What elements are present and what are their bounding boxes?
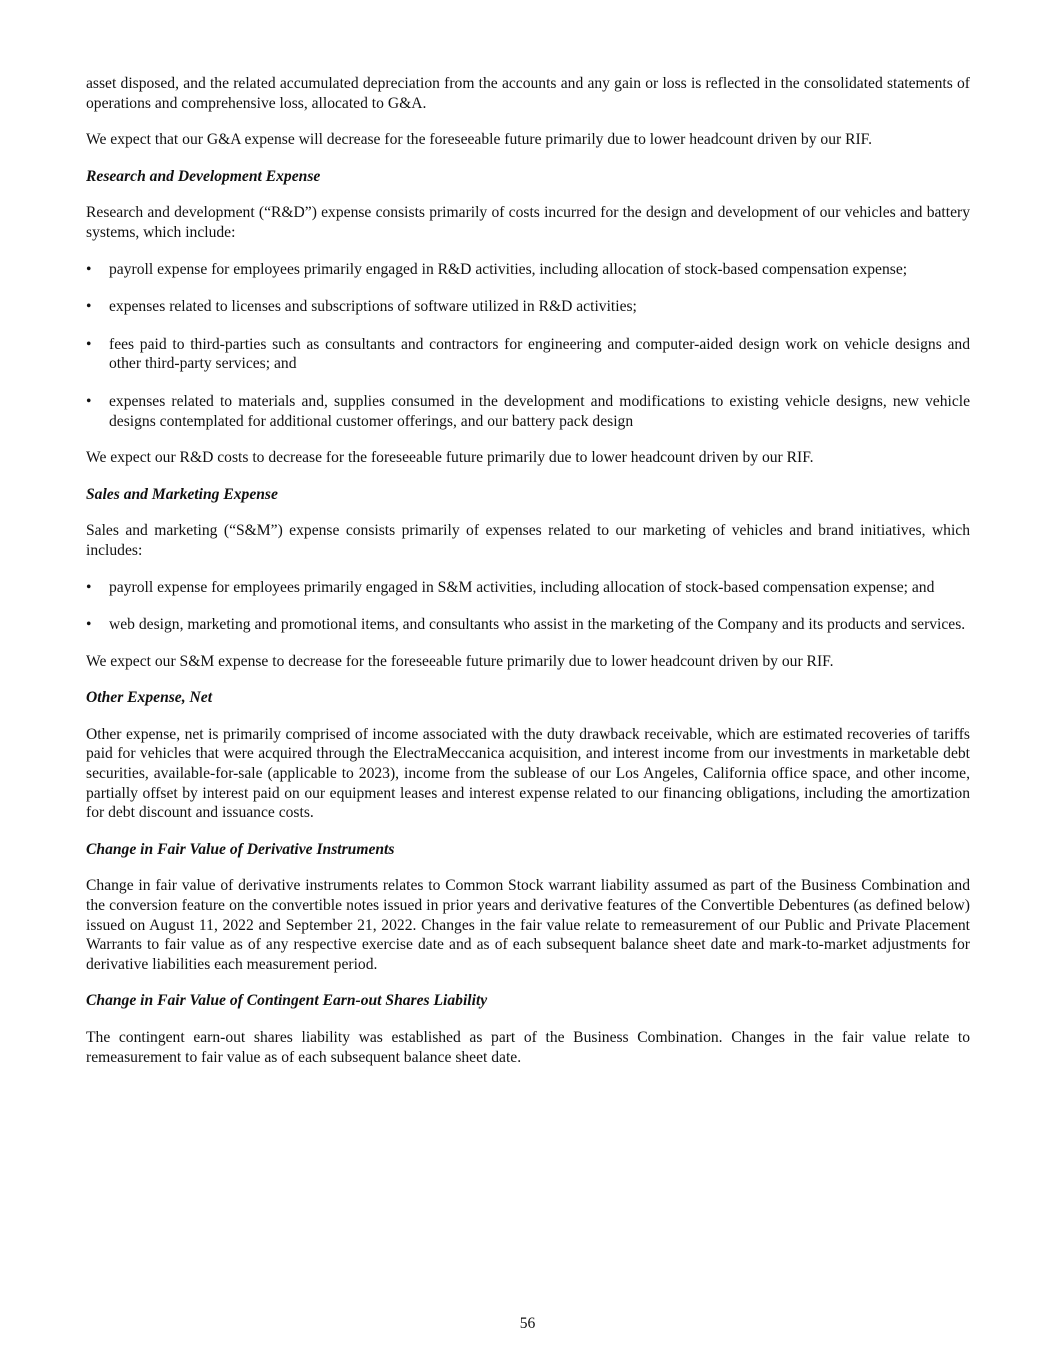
paragraph-derivative-instruments: Change in fair value of derivative instruments relates to Common Stock warrant liability assumed as part of the Business Combination and the conversion feature on the convertible notes issued in prior years and derivative features of the Convertible Debentures (as defined below) issued on August 11, 2022 and September 21, 2022. Changes in the fair value relate to remeasurement of our Public and Private Placement Warrants to fair value as of any respective exercise date and as of each subsequent balance sheet date and mark-to-market adjustments for derivative liabilities each measurement period. xyxy=(86,877,970,973)
bullet-icon: • xyxy=(86,578,92,596)
paragraph-earnout-liability: The contingent earn-out shares liability was established as part of the Business Combination. Changes in the fair value relate to remeasurement to fair value as of each subsequent balance sheet date. xyxy=(86,1029,970,1066)
bullet-icon: • xyxy=(86,260,92,278)
sm-bullet-list xyxy=(86,578,970,635)
paragraph-ga-depreciation: asset disposed, and the related accumulated depreciation from the accounts and any gain or loss is reflected in the consolidated statements of operations and comprehensive loss, allocated to G&A. xyxy=(86,75,970,112)
list-item: • payroll expense for employees primarily engaged in R&D activities, including allocation of stock-based compensation expense; xyxy=(86,260,908,278)
paragraph-sm-outlook: We expect our S&M expense to decrease for the foreseeable future primarily due to lower headcount driven by our RIF. xyxy=(86,652,834,670)
heading-sm-expense: Sales and Marketing Expense xyxy=(86,485,278,503)
bullet-icon: • xyxy=(86,616,92,634)
list-item: • web design, marketing and promotional items, and consultants who assist in the marketing of the Company and its products and services. xyxy=(86,616,966,634)
paragraph-rd-outlook: We expect our R&D costs to decrease for the foreseeable future primarily due to lower headcount driven by our RIF. xyxy=(86,449,814,467)
heading-rd-expense: Research and Development Expense xyxy=(86,167,321,185)
list-item: • expenses related to licenses and subscriptions of software utilized in R&D activities; xyxy=(86,298,637,316)
paragraph-other-expense: Other expense, net is primarily comprised of income associated with the duty drawback receivable, which are estimated recoveries of tariffs paid for vehicles that were acquired through the ElectraMeccanica acquisition, and interest income from our investments in marketable debt securities, available-for-sale (applicable to 2023), income from the sublease of our Los Angeles, California office space, and other income, partially offset by interest paid on our equipment leases and interest expense related to our financing obligations, including the amortization for debt discount and issuance costs. xyxy=(86,725,970,822)
document-body xyxy=(86,74,970,1084)
list-item: • fees paid to third-parties such as consultants and contractors for engineering and computer-aided design work on vehicle designs and other third-party services; and xyxy=(86,335,970,373)
bullet-icon: • xyxy=(86,298,92,316)
paragraph-ga-outlook: We expect that our G&A expense will decrease for the foreseeable future primarily due to lower headcount driven by our RIF. xyxy=(86,131,872,149)
heading-derivative-instruments: Change in Fair Value of Derivative Instruments xyxy=(86,840,395,858)
paragraph-sm-intro: Sales and marketing (“S&M”) expense consists primarily of expenses related to our marketing of vehicles and brand initiatives, which includes: xyxy=(86,522,970,559)
heading-other-expense: Other Expense, Net xyxy=(86,689,213,707)
bullet-icon: • xyxy=(86,335,92,353)
heading-earnout-liability: Change in Fair Value of Contingent Earn-out Shares Liability xyxy=(86,992,488,1010)
list-item: • payroll expense for employees primarily engaged in S&M activities, including allocation of stock-based compensation expense; and xyxy=(86,578,935,596)
paragraph-rd-intro: Research and development (“R&D”) expense consists primarily of costs incurred for the design and development of our vehicles and battery systems, which include: xyxy=(86,204,970,241)
list-item: • expenses related to materials and, supplies consumed in the development and modifications to existing vehicle designs, new vehicle designs contemplated for additional customer offerings, and our battery pack design xyxy=(86,392,970,430)
page-number: 56 xyxy=(519,1315,536,1332)
bullet-icon: • xyxy=(86,392,92,410)
rd-bullet-list xyxy=(86,260,970,432)
